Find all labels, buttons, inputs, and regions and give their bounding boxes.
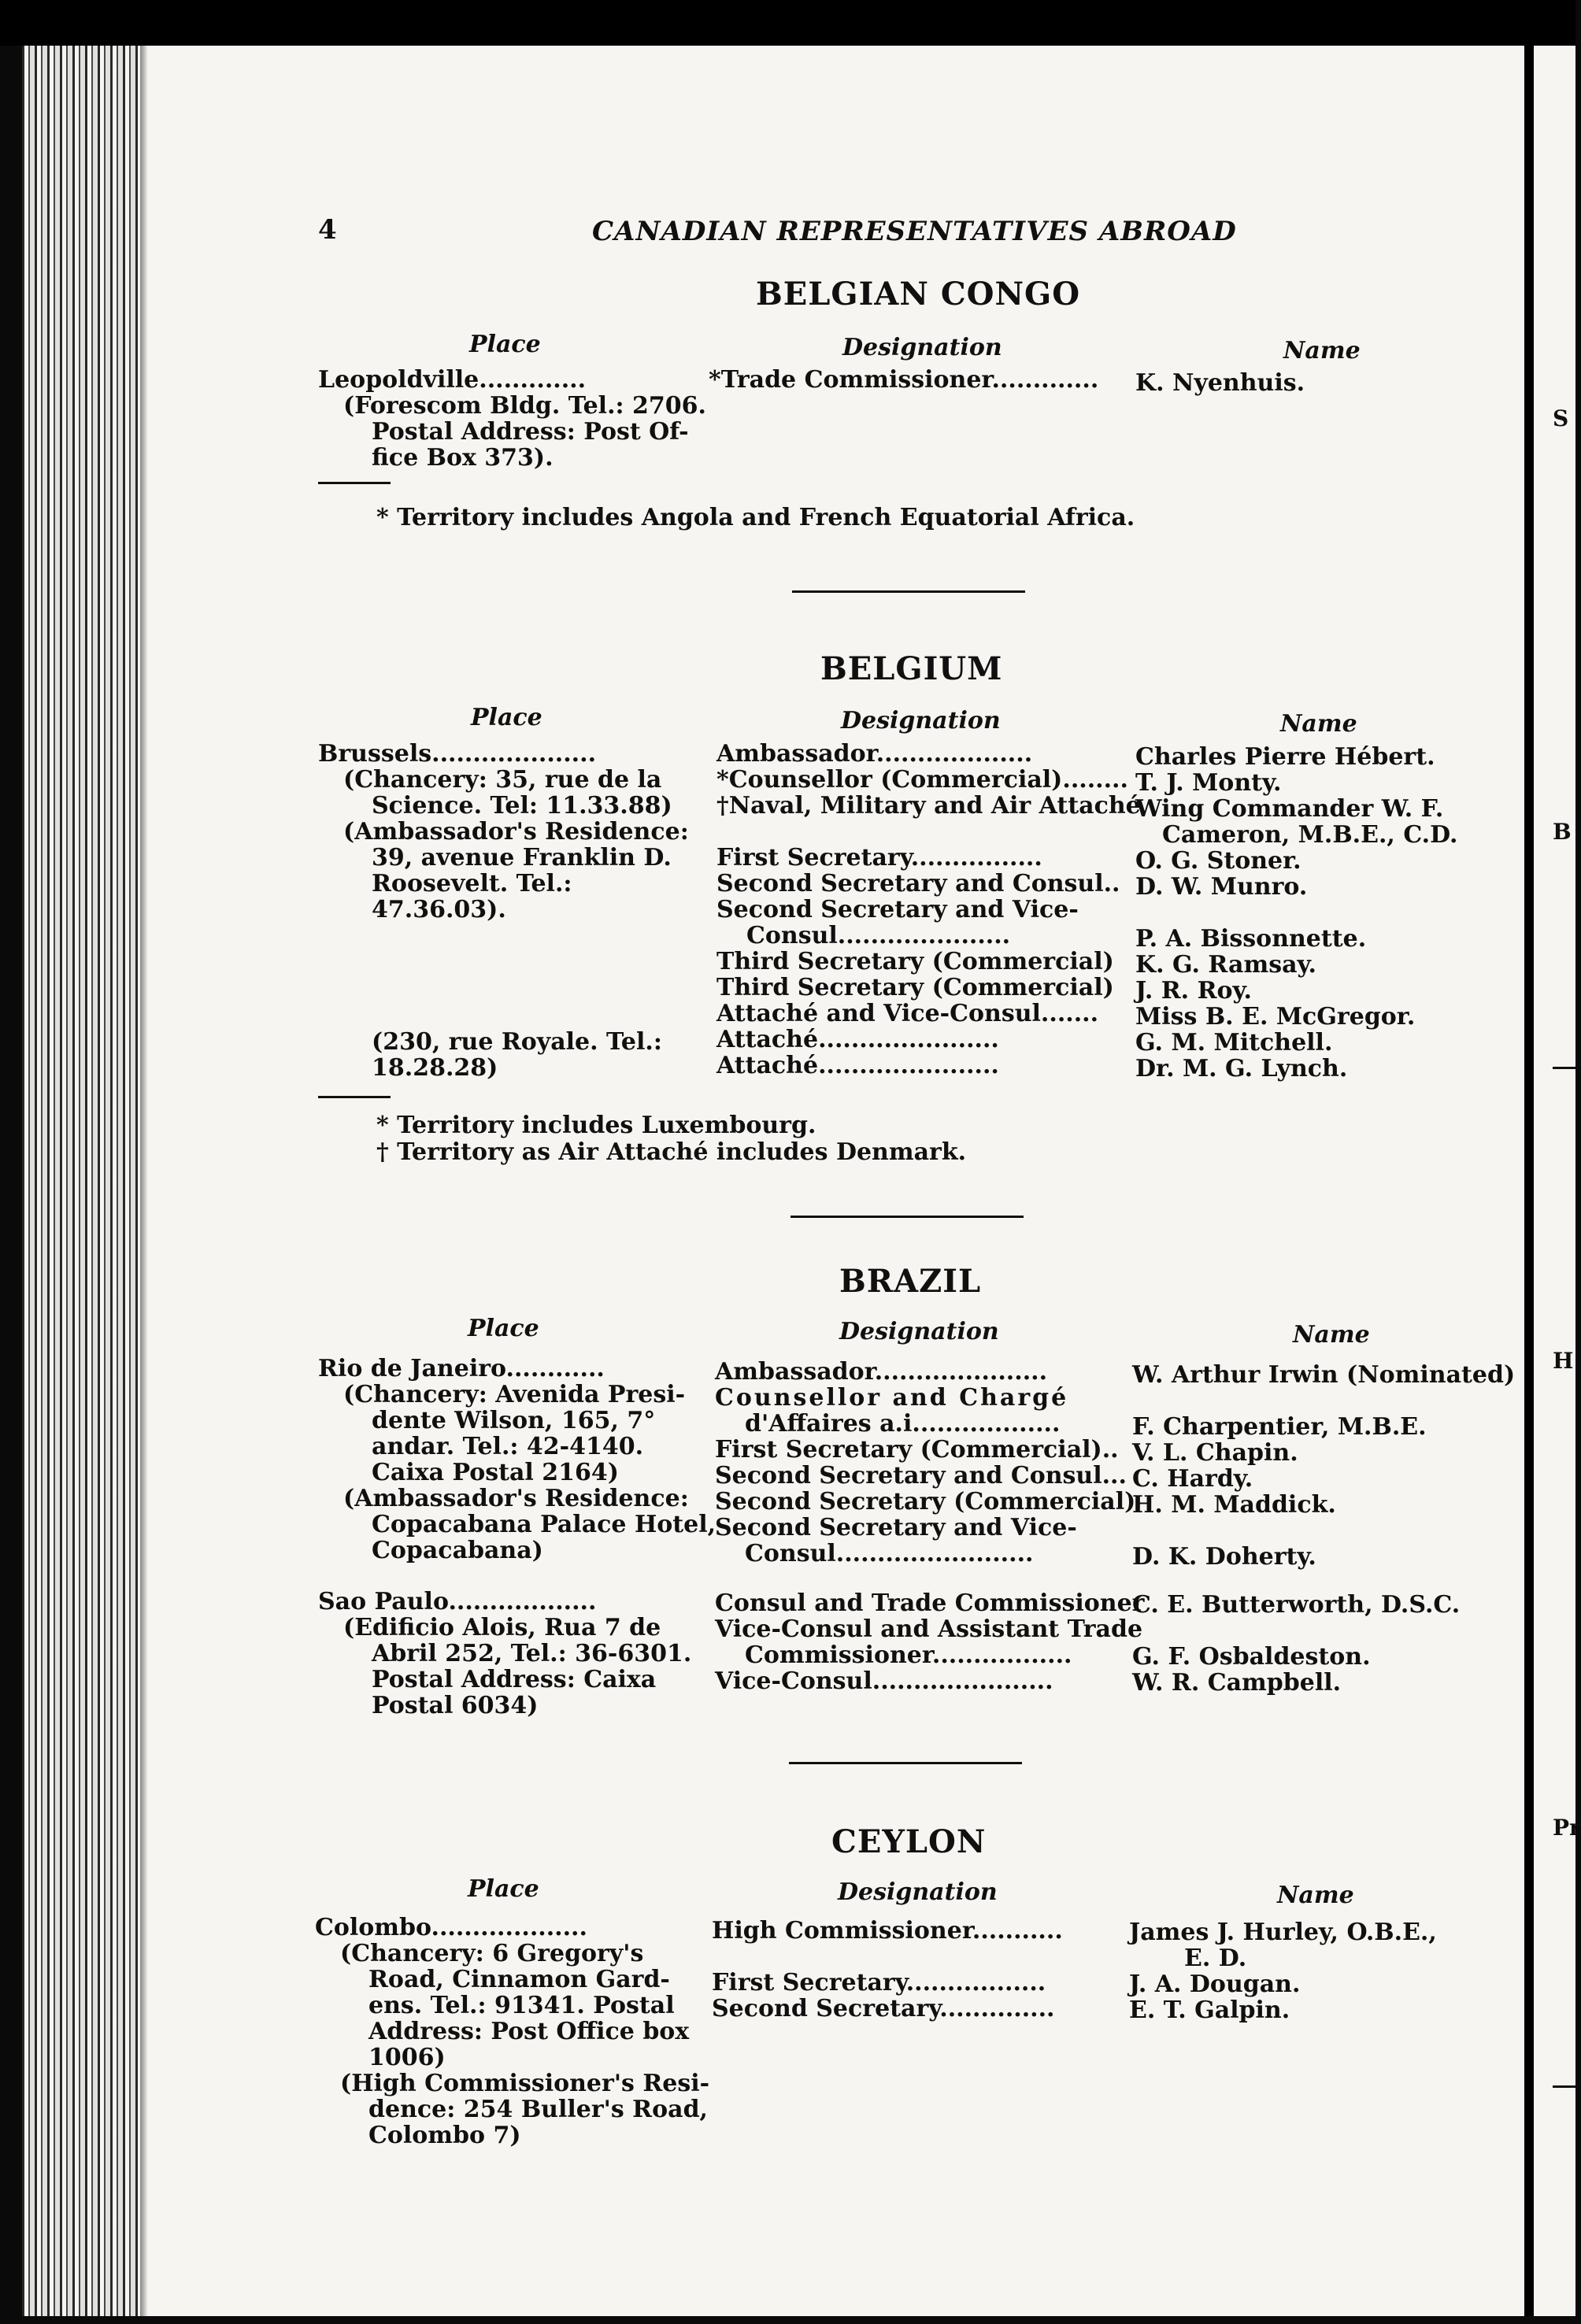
- designation-cell: [716, 741, 1141, 1079]
- name-line: W. Arthur Irwin (Nominated): [1132, 1361, 1516, 1389]
- designation-line: *Counsellor (Commercial)........: [716, 766, 1128, 794]
- designation-line: Commissioner.................: [745, 1641, 1072, 1669]
- designation-line: First Secretary (Commercial)..: [715, 1436, 1119, 1464]
- column-heading-name: Name: [1283, 337, 1361, 365]
- name-line: G. M. Mitchell.: [1135, 1029, 1333, 1057]
- designation-cell: [715, 1590, 1144, 1694]
- designation-line: Second Secretary and Consul...: [715, 1462, 1127, 1490]
- column-heading-designation: Designation: [839, 1318, 999, 1345]
- edge-letter: S: [1553, 405, 1569, 431]
- place-line: Copacabana): [372, 1537, 543, 1564]
- designation-line: First Secretary................: [716, 844, 1042, 872]
- place-line: Colombo...................: [315, 1914, 587, 1941]
- country-heading: CEYLON: [831, 1823, 987, 1860]
- column-heading-designation: Designation: [838, 1878, 998, 1906]
- place-line: fice Box 373).: [372, 444, 554, 472]
- name-line: Dr. M. G. Lynch.: [1135, 1055, 1348, 1082]
- place-cell: [318, 1589, 691, 1719]
- designation-cell: [715, 1359, 1135, 1567]
- name-line: E. D.: [1184, 1945, 1247, 1972]
- designation-line: Second Secretary and Consul..: [716, 870, 1120, 897]
- edge-mark: [1553, 1067, 1575, 1069]
- place-line: dence: 254 Buller's Road,: [368, 2096, 708, 2123]
- column-heading-designation: Designation: [841, 707, 1001, 735]
- edge-letter: H: [1553, 1348, 1574, 1374]
- place-cell: [318, 367, 706, 471]
- name-line: P. A. Bissonnette.: [1135, 925, 1367, 953]
- place-line: 1006): [368, 2044, 446, 2071]
- country-heading: BELGIUM: [820, 650, 1003, 687]
- place-cell: [318, 741, 689, 923]
- column-heading-place: Place: [471, 704, 542, 731]
- designation-line: Vice-Consul......................: [715, 1667, 1053, 1695]
- designation-cell: [709, 367, 1098, 393]
- name-cell: [1135, 370, 1305, 396]
- place-line: (Ambassador's Residence:: [343, 818, 689, 846]
- place-line: Postal Address: Post Of-: [372, 418, 689, 446]
- place-line: (Ambassador's Residence:: [343, 1485, 689, 1512]
- place-cell: [318, 1029, 662, 1081]
- place-line: (Chancery: 6 Gregory's: [340, 1940, 644, 1967]
- name-line: J. A. Dougan.: [1129, 1971, 1301, 1998]
- footnote: * Territory includes Luxembourg.: [376, 1112, 816, 1139]
- place-line: (High Commissioner's Resi-: [340, 2070, 710, 2097]
- place-line: Postal 6034): [372, 1692, 539, 1719]
- designation-line: Third Secretary (Commercial): [716, 974, 1114, 1001]
- place-line: Leopoldville.............: [318, 366, 587, 394]
- name-line: W. R. Campbell.: [1132, 1669, 1342, 1697]
- place-line: Sao Paulo..................: [318, 1588, 597, 1615]
- place-line: Abril 252, Tel.: 36-6301.: [372, 1640, 692, 1667]
- designation-line: Consul........................: [745, 1540, 1034, 1567]
- name-cell: [1132, 1592, 1460, 1696]
- designation-line: Second Secretary and Vice-: [715, 1514, 1077, 1541]
- place-cell: [318, 1356, 716, 1564]
- name-line: C. E. Butterworth, D.S.C.: [1132, 1591, 1461, 1619]
- name-line: D. K. Doherty.: [1132, 1543, 1316, 1571]
- name-line: H. M. Maddick.: [1132, 1491, 1336, 1519]
- country-heading: BRAZIL: [839, 1263, 982, 1300]
- designation-line: Consul and Trade Commissioner: [715, 1589, 1145, 1617]
- place-line: (Chancery: Avenida Presi-: [343, 1381, 686, 1408]
- designation-line: Attaché......................: [716, 1026, 999, 1053]
- designation-line: [712, 1944, 1063, 1970]
- place-line: Road, Cinnamon Gard-: [368, 1966, 670, 1993]
- designation-line: d'Affaires a.i..................: [745, 1410, 1061, 1438]
- running-head: CANADIAN REPRESENTATIVES ABROAD: [592, 216, 1237, 247]
- column-heading-place: Place: [468, 1315, 539, 1342]
- designation-line: Second Secretary and Vice-: [716, 896, 1079, 923]
- scan-border: [0, 0, 1575, 46]
- name-line: E. T. Galpin.: [1129, 1996, 1290, 2024]
- place-line: (230, rue Royale. Tel.:: [372, 1028, 662, 1056]
- name-line: James J. Hurley, O.B.E.,: [1129, 1919, 1437, 1946]
- page-right-edge: [1524, 46, 1534, 2316]
- designation-line: *Trade Commissioner.............: [709, 366, 1099, 394]
- place-line: dente Wilson, 165, 7°: [372, 1407, 656, 1434]
- designation-line: High Commissioner...........: [712, 1917, 1063, 1945]
- place-line: Postal Address: Caixa: [372, 1666, 657, 1693]
- edge-letter: Pr: [1553, 1815, 1581, 1841]
- name-line: K. Nyenhuis.: [1135, 369, 1305, 397]
- country-heading: BELGIAN CONGO: [756, 276, 1081, 313]
- name-line: Wing Commander W. F.: [1135, 795, 1444, 823]
- name-line: [1132, 1618, 1460, 1644]
- place-line: Caixa Postal 2164): [372, 1459, 619, 1486]
- section-divider: [790, 1216, 1024, 1218]
- designation-line: Vice-Consul and Assistant Trade: [715, 1615, 1143, 1643]
- gutter-shadow: [140, 46, 148, 2316]
- place-line: Science. Tel: 11.33.88): [372, 792, 672, 820]
- place-line: (Chancery: 35, rue de la: [343, 766, 662, 794]
- section-divider: [789, 1762, 1022, 1764]
- name-line: F. Charpentier, M.B.E.: [1132, 1413, 1427, 1441]
- footnote: * Territory includes Angola and French Equatorial Africa.: [376, 504, 1135, 531]
- place-line: andar. Tel.: 42-4140.: [372, 1433, 644, 1460]
- designation-line: Third Secretary (Commercial): [716, 948, 1114, 975]
- page-number: 4: [318, 214, 337, 246]
- name-line: [1132, 1518, 1515, 1544]
- edge-letter: B: [1553, 819, 1572, 845]
- designation-line: Attaché and Vice-Consul.......: [716, 1000, 1099, 1027]
- edge-mark: [1553, 2085, 1575, 2088]
- name-cell: [1135, 744, 1458, 1082]
- place-line: (Edificio Alois, Rua 7 de: [343, 1614, 661, 1641]
- column-heading-place: Place: [469, 331, 541, 358]
- name-cell: [1132, 1362, 1515, 1570]
- section-divider: [792, 590, 1025, 593]
- designation-line: Ambassador...................: [716, 740, 1033, 768]
- designation-cell: [712, 1918, 1063, 2022]
- place-line: (Forescom Bldg. Tel.: 2706.: [343, 392, 706, 420]
- place-line: 18.28.28): [372, 1054, 498, 1082]
- name-line: [1135, 900, 1458, 926]
- column-heading-name: Name: [1280, 710, 1357, 738]
- name-line: Miss B. E. McGregor.: [1135, 1003, 1416, 1031]
- name-line: O. G. Stoner.: [1135, 847, 1301, 875]
- place-line: ens. Tel.: 91341. Postal: [368, 1992, 675, 2019]
- place-line: Roosevelt. Tel.:: [372, 870, 572, 897]
- designation-line: [716, 819, 1141, 845]
- name-line: Charles Pierre Hébert.: [1135, 743, 1435, 771]
- name-line: C. Hardy.: [1132, 1465, 1253, 1493]
- name-line: T. J. Monty.: [1135, 769, 1282, 797]
- designation-line: Attaché......................: [716, 1052, 999, 1079]
- name-line: J. R. Roy.: [1135, 977, 1252, 1005]
- place-line: Brussels....................: [318, 740, 597, 768]
- designation-line: Counsellor and Chargé: [715, 1384, 1069, 1412]
- place-line: Copacabana Palace Hotel,: [372, 1511, 716, 1538]
- binding-gutter: [22, 46, 140, 2316]
- column-heading-name: Name: [1293, 1321, 1370, 1349]
- footnote-rule: [318, 1096, 391, 1098]
- column-heading-designation: Designation: [842, 334, 1002, 361]
- name-line: G. F. Osbaldeston.: [1132, 1643, 1371, 1671]
- designation-line: Ambassador.....................: [715, 1358, 1048, 1386]
- column-heading-place: Place: [468, 1875, 539, 1903]
- place-line: 47.36.03).: [372, 896, 506, 923]
- name-line: Cameron, M.B.E., C.D.: [1162, 821, 1458, 849]
- designation-line: Second Secretary..............: [712, 1995, 1055, 2022]
- place-line: 39, avenue Franklin D.: [372, 844, 672, 872]
- column-heading-name: Name: [1277, 1882, 1354, 1909]
- place-line: Colombo 7): [368, 2122, 521, 2149]
- designation-line: †Naval, Military and Air Attaché: [716, 792, 1141, 820]
- designation-line: Second Secretary (Commercial): [715, 1488, 1136, 1515]
- name-line: V. L. Chapin.: [1132, 1439, 1298, 1467]
- name-line: D. W. Munro.: [1135, 873, 1308, 901]
- footnote-rule: [318, 482, 391, 484]
- place-cell: [315, 1915, 709, 2148]
- place-line: Address: Post Office box: [368, 2018, 690, 2045]
- designation-line: Consul.....................: [746, 922, 1011, 949]
- footnote: † Territory as Air Attaché includes Denmark.: [376, 1138, 967, 1166]
- designation-line: First Secretary.................: [712, 1969, 1046, 1996]
- name-line: [1132, 1388, 1515, 1414]
- place-line: Rio de Janeiro............: [318, 1355, 605, 1382]
- name-cell: [1129, 1919, 1437, 2023]
- name-line: K. G. Ramsay.: [1135, 951, 1316, 979]
